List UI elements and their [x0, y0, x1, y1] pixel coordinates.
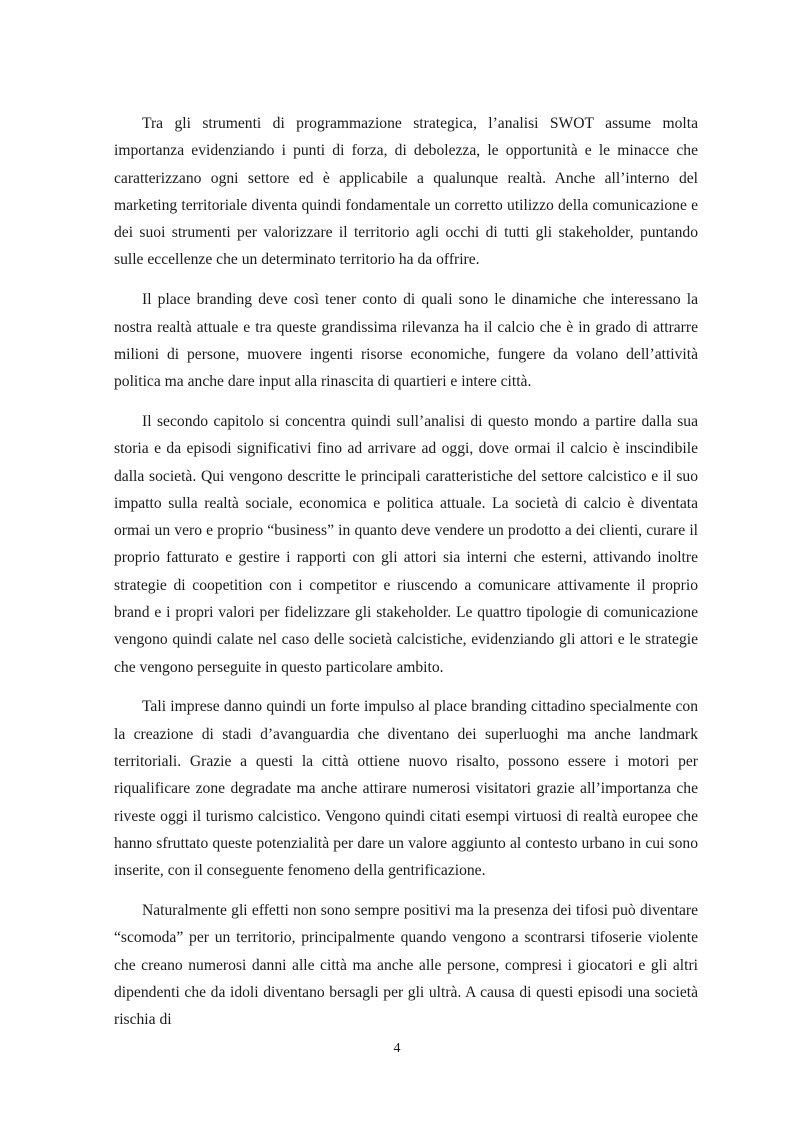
paragraph-stadiums: Tali imprese danno quindi un forte impulso al place branding cittadino specialmente con la creazione di stadi d’avanguardia che diventano dei superluoghi ma anche landmark territoriali. Grazie a questi la città ottiene nuovo risalto, possono essere i motori per riqualificare zone degradate ma anche attirare numerosi visitatori grazie all’importanza che riveste oggi il turismo calcistico. Vengono quindi citati esempi virtuosi di realtà europee che hanno sfruttato queste potenzialità per dare un valore aggiunto al contesto urbano in cui sono inserite, con il conseguente fenomeno della gentrificazione. — [114, 698, 698, 880]
paragraph-second-chapter: Il secondo capitolo si concentra quindi sull’analisi di questo mondo a partire dalla sua storia e da episodi significativi fino ad arrivare ad oggi, dove ormai il calcio è inscindibile dalla società. Qui vengono descritte le principali caratteristiche del settore calcistico e il suo impatto sulla realtà sociale, economica e politica attuale. La società di calcio è diventata ormai un vero e proprio “business” in quanto deve vendere un prodotto a dei clienti, curare il proprio fatturato e gestire i rapporti con gli attori sia interni che esterni, attivando inoltre strategie di coopetition con i competitor e riuscendo a comunicare attivamente il proprio brand e i propri valori per fidelizzare gli stakeholder. Le quattro tipologie di comunicazione vengono quindi calate nel caso delle società calcistiche, evidenziando gli attori e le strategie che vengono perseguite in questo particolare ambito. — [114, 412, 698, 676]
body-text — [114, 110, 698, 1046]
paragraph-swot: Tra gli strumenti di programmazione strategica, l’analisi SWOT assume molta importanza evidenziando i punti di forza, di debolezza, le opportunità e le minacce che caratterizzano ogni settore ed è applicabile a qualunque realtà. Anche all’interno del marketing territoriale diventa quindi fondamentale un corretto utilizzo della comunicazione e dei suoi strumenti per valorizzare il territorio agli occhi di tutti gli stakeholder, puntando sulle eccellenze che un determinato territorio ha da offrire. — [114, 115, 698, 269]
paragraph-place-branding: Il place branding deve così tener conto di quali sono le dinamiche che interessano la nostra realtà attuale e tra queste grandissima rilevanza ha il calcio che è in grado di attrarre milioni di persone, muovere ingenti risorse economiche, fungere da volano dell’attività politica ma anche dare input alla rinascita di quartieri e intere città. — [114, 291, 698, 391]
paragraph-fans: Naturalmente gli effetti non sono sempre positivi ma la presenza dei tifosi può diventare “scomoda” per un territorio, principalmente quando vengono a scontrarsi tifoserie violente che creano numerosi danni alle città ma anche alle persone, compresi i giocatori e gli altri dipendenti che da idoli diventano bersagli per gli ultrà. A causa di questi episodi una società rischia di — [114, 902, 698, 1029]
page-number: 4 — [393, 1041, 401, 1056]
